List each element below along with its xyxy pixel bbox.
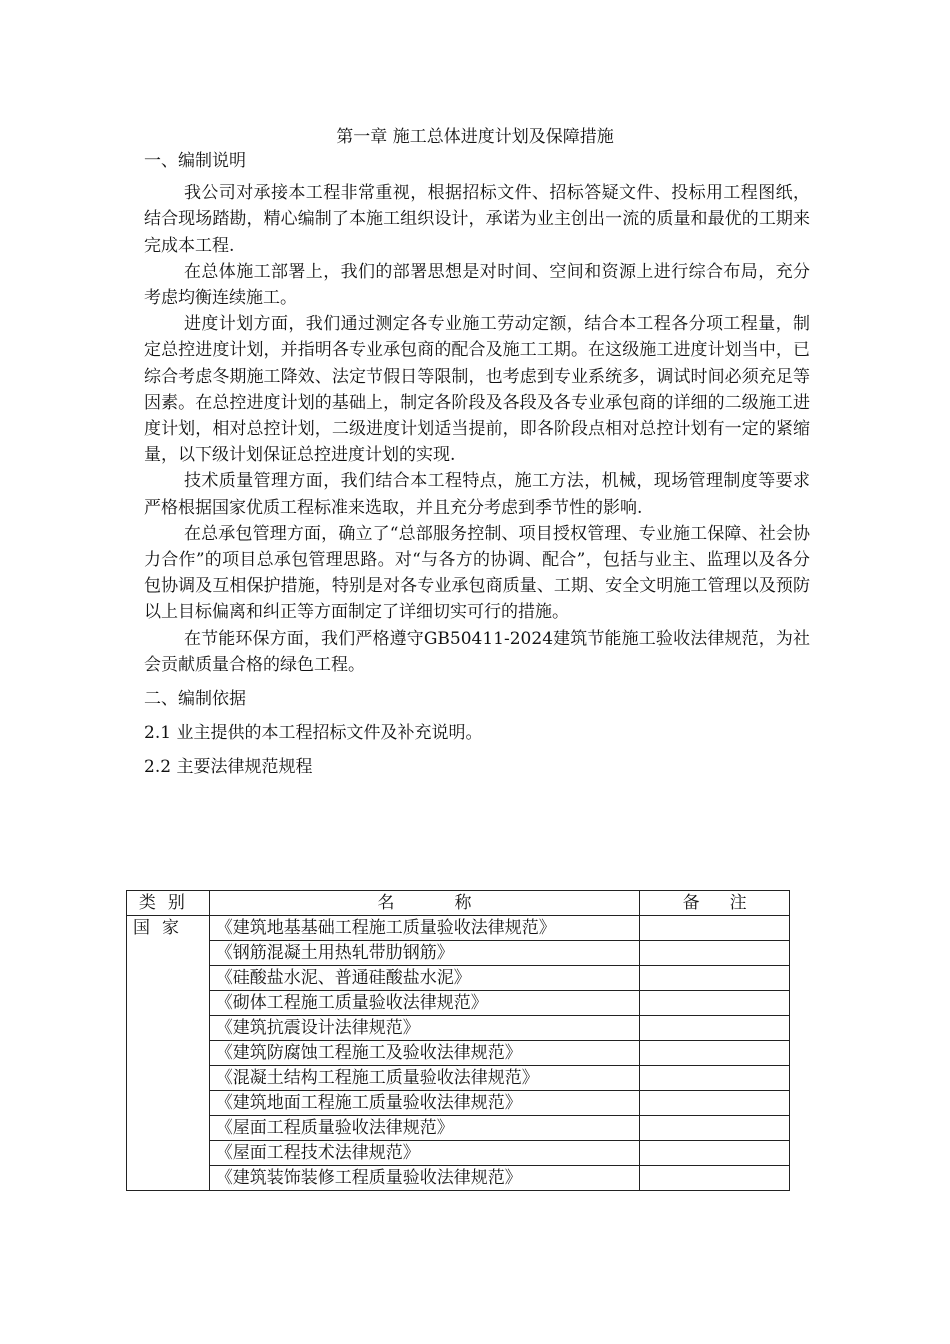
paragraph-4: 技术质量管理方面，我们结合本工程特点，施工方法，机械，现场管理制度等要求严格根据国家优质工程标准来选取，并且充分考虑到季节性的影响. <box>144 471 810 518</box>
paragraph-2: 在总体施工部署上，我们的部署思想是对时间、空间和资源上进行综合布局，充分考虑均衡连续施工。 <box>144 261 810 309</box>
standard-name: 《硅酸盐水泥、普通硅酸盐水泥》 <box>209 966 639 991</box>
norms-table <box>126 890 790 1191</box>
note-cell <box>640 1041 790 1066</box>
standard-name: 《混凝土结构工程施工质量验收法律规范》 <box>209 1066 639 1091</box>
table-row <box>127 966 790 991</box>
standard-name: 《屋面工程技术法律规范》 <box>209 1141 639 1166</box>
table-header-row <box>127 891 790 916</box>
standard-name: 《建筑地面工程施工质量验收法律规范》 <box>209 1091 639 1116</box>
standard-name: 《砌体工程施工质量验收法律规范》 <box>209 991 639 1016</box>
table-row <box>127 916 790 941</box>
standard-name: 《建筑装饰装修工程质量验收法律规范》 <box>209 1166 639 1191</box>
paragraph-5: 在总承包管理方面，确立了“总部服务控制、项目授权管理、专业施工保障、社会协力合作”的项目总承包管理思路。对“与各方的协调、配合”，包括与业主、监理以及各分包协调及互相保护措施，特别是对各专业承包商质量、工期、安全文明施工管理以及预防以上目标偏离和纠正等方面制定了详细切实可行的措施。 <box>144 523 810 623</box>
standard-name: 《建筑抗震设计法律规范》 <box>209 1016 639 1041</box>
note-cell <box>640 1066 790 1091</box>
chapter-title: 第一章 施工总体进度计划及保障措施 <box>336 127 614 147</box>
standard-name: 《屋面工程质量验收法律规范》 <box>209 1116 639 1141</box>
note-cell <box>640 991 790 1016</box>
paragraph-6: 在节能环保方面，我们严格遵守GB50411-2024建筑节能施工验收法律规范，为社会贡献质量合格的绿色工程。 <box>144 628 810 675</box>
document-body <box>144 148 810 781</box>
table-row <box>127 1016 790 1041</box>
note-cell <box>640 1166 790 1191</box>
note-cell <box>640 941 790 966</box>
table-row <box>127 1116 790 1141</box>
table-row <box>127 1141 790 1166</box>
table-row <box>127 1066 790 1091</box>
basis-item-2-2: 2.2 主要法律规范规程 <box>144 757 313 778</box>
standard-name: 《钢筋混凝土用热轧带肋钢筋》 <box>209 941 639 966</box>
section-2-heading: 二、编制依据 <box>144 689 246 710</box>
standard-name: 《建筑防腐蚀工程施工及验收法律规范》 <box>209 1041 639 1066</box>
section-1-heading: 一、编制说明 <box>144 151 246 171</box>
header-name: 名称 <box>209 891 639 916</box>
category-cell: 国家 <box>127 916 210 1191</box>
header-category: 类别 <box>127 891 210 916</box>
note-cell <box>640 1116 790 1141</box>
note-cell <box>640 1141 790 1166</box>
header-note: 备注 <box>640 891 790 916</box>
note-cell <box>640 1091 790 1116</box>
table-row <box>127 1091 790 1116</box>
paragraph-3: 进度计划方面，我们通过测定各专业施工劳动定额，结合本工程各分项工程量，制定总控进度计划，并指明各专业承包商的配合及施工工期。在这级施工进度计划当中，已综合考虑冬期施工降效、法定节假日等限制，也考虑到专业系统多，调试时间必须充足等因素。在总控进度计划的基础上，制定各阶段及各段及各专业承包商的详细的二级施工进度计划，相对总控计划，二级进度计划适当提前，即各阶段点相对总控计划有一定的紧缩量，以下级计划保证总控进度计划的实现. <box>144 314 810 466</box>
table-row <box>127 1041 790 1066</box>
standard-name: 《建筑地基基础工程施工质量验收法律规范》 <box>209 916 639 941</box>
note-cell <box>640 1016 790 1041</box>
table-row <box>127 941 790 966</box>
note-cell <box>640 966 790 991</box>
note-cell <box>640 916 790 941</box>
basis-item-2-1: 2.1 业主提供的本工程招标文件及补充说明。 <box>144 723 483 744</box>
table-row <box>127 1166 790 1191</box>
table-row <box>127 991 790 1016</box>
paragraph-1: 我公司对承接本工程非常重视，根据招标文件、招标答疑文件、投标用工程图纸，结合现场踏勘，精心编制了本施工组织设计，承诺为业主创出一流的质量和最优的工期来完成本工程. <box>144 183 810 256</box>
